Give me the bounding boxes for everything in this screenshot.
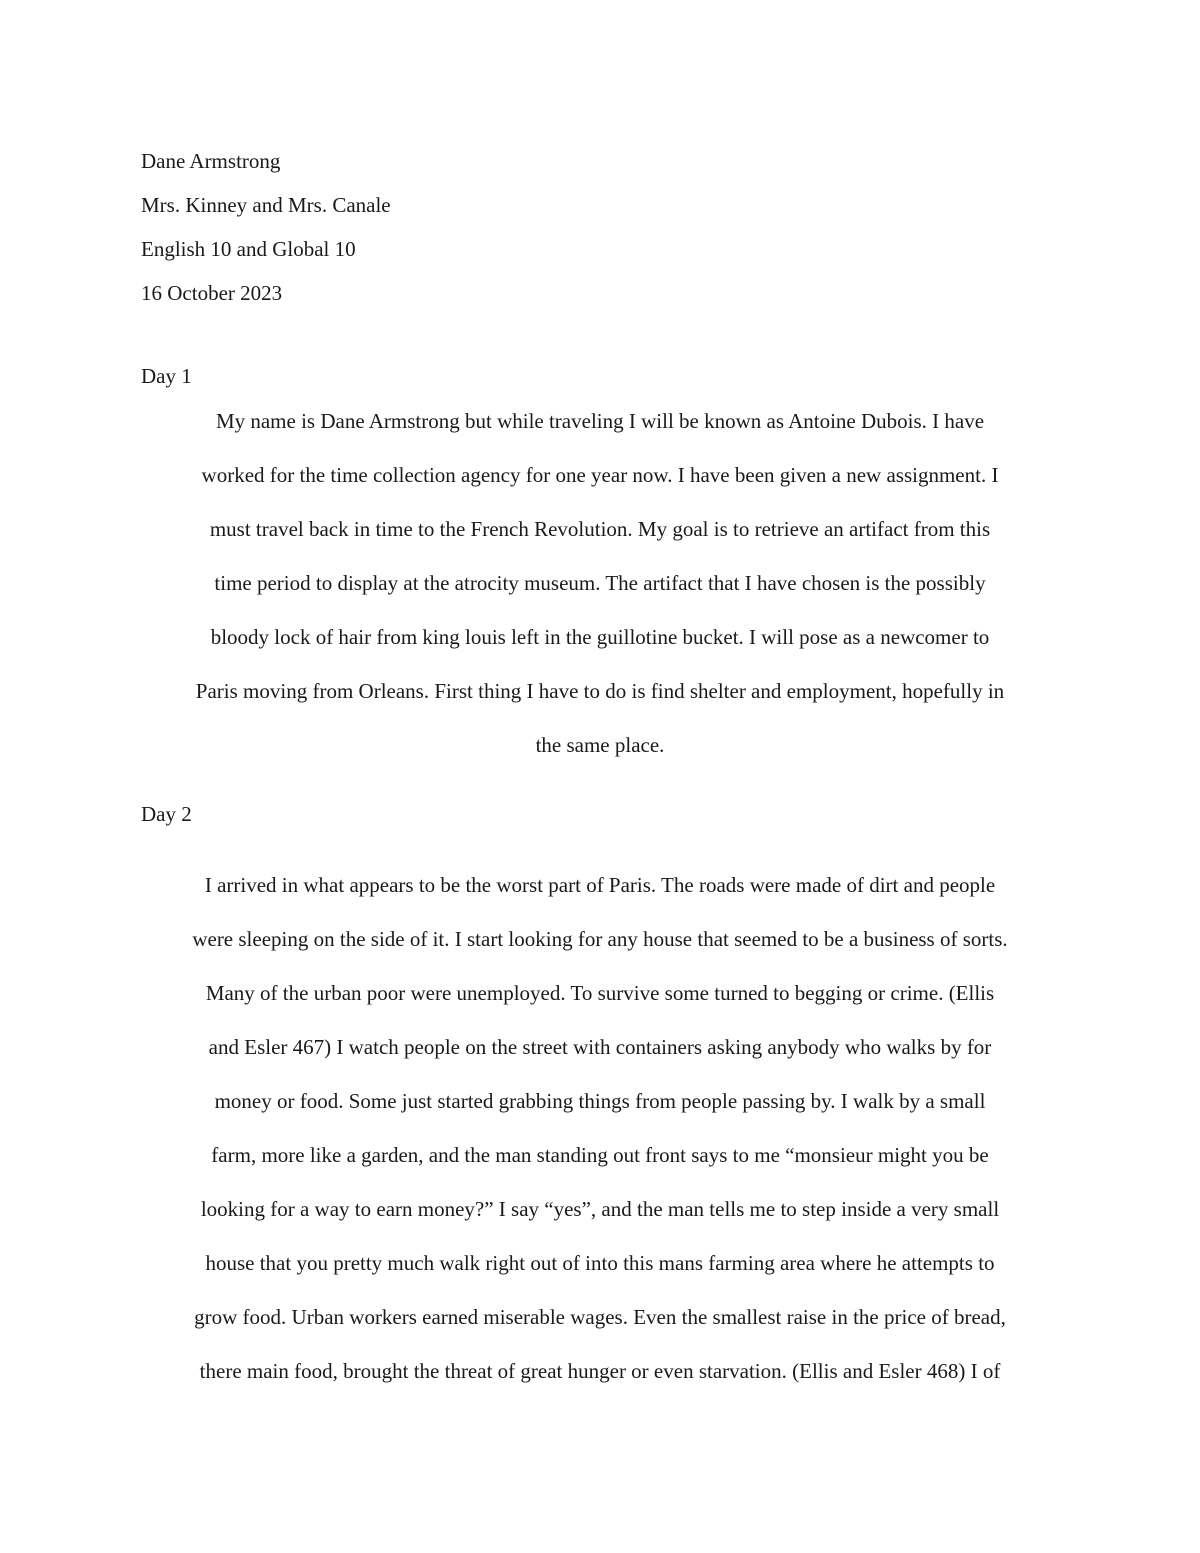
teacher-names: Mrs. Kinney and Mrs. Canale xyxy=(141,193,391,217)
body-line: must travel back in time to the French Revolution. My goal is to retrieve an artifact from this xyxy=(209,517,991,541)
body-line: and Esler 467) I watch people on the street with containers asking anybody who walks by for xyxy=(208,1035,992,1059)
body-line: I arrived in what appears to be the worst part of Paris. The roads were made of dirt and people xyxy=(204,873,996,897)
body-line: farm, more like a garden, and the man standing out front says to me “monsieur might you be xyxy=(211,1143,989,1167)
body-line: bloody lock of hair from king louis left in the guillotine bucket. I will pose as a newcomer to xyxy=(210,625,990,649)
body-line: worked for the time collection agency for one year now. I have been given a new assignment. I xyxy=(201,463,999,487)
body-line: grow food. Urban workers earned miserable wages. Even the smallest raise in the price of bread, xyxy=(194,1305,1006,1329)
body-line: the same place. xyxy=(535,733,665,757)
document-date: 16 October 2023 xyxy=(141,281,283,305)
body-line: My name is Dane Armstrong but while traveling I will be known as Antoine Dubois. I have xyxy=(215,409,985,433)
body-line: were sleeping on the side of it. I start looking for any house that seemed to be a business of sorts. xyxy=(192,927,1008,951)
entry-heading-day-1: Day 1 xyxy=(141,364,192,388)
entry-body-day-1 xyxy=(141,394,1059,772)
author-name: Dane Armstrong xyxy=(141,149,281,173)
body-line: house that you pretty much walk right out of into this mans farming area where he attempts to xyxy=(205,1251,995,1275)
body-line: money or food. Some just started grabbing things from people passing by. I walk by a small xyxy=(214,1089,986,1113)
body-line: looking for a way to earn money?” I say “yes”, and the man tells me to step inside a very small xyxy=(200,1197,1000,1221)
body-line: there main food, brought the threat of great hunger or even starvation. (Ellis and Esler 468) I of xyxy=(199,1359,1001,1383)
body-line: time period to display at the atrocity museum. The artifact that I have chosen is the possibly xyxy=(214,571,986,595)
course-name: English 10 and Global 10 xyxy=(141,237,356,261)
document-header xyxy=(141,139,391,315)
body-line: Many of the urban poor were unemployed. To survive some turned to begging or crime. (Ellis xyxy=(205,981,995,1005)
body-line: Paris moving from Orleans. First thing I have to do is find shelter and employment, hopefully in xyxy=(195,679,1005,703)
entry-heading-day-2: Day 2 xyxy=(141,802,192,826)
entry-body-day-2 xyxy=(141,858,1059,1398)
